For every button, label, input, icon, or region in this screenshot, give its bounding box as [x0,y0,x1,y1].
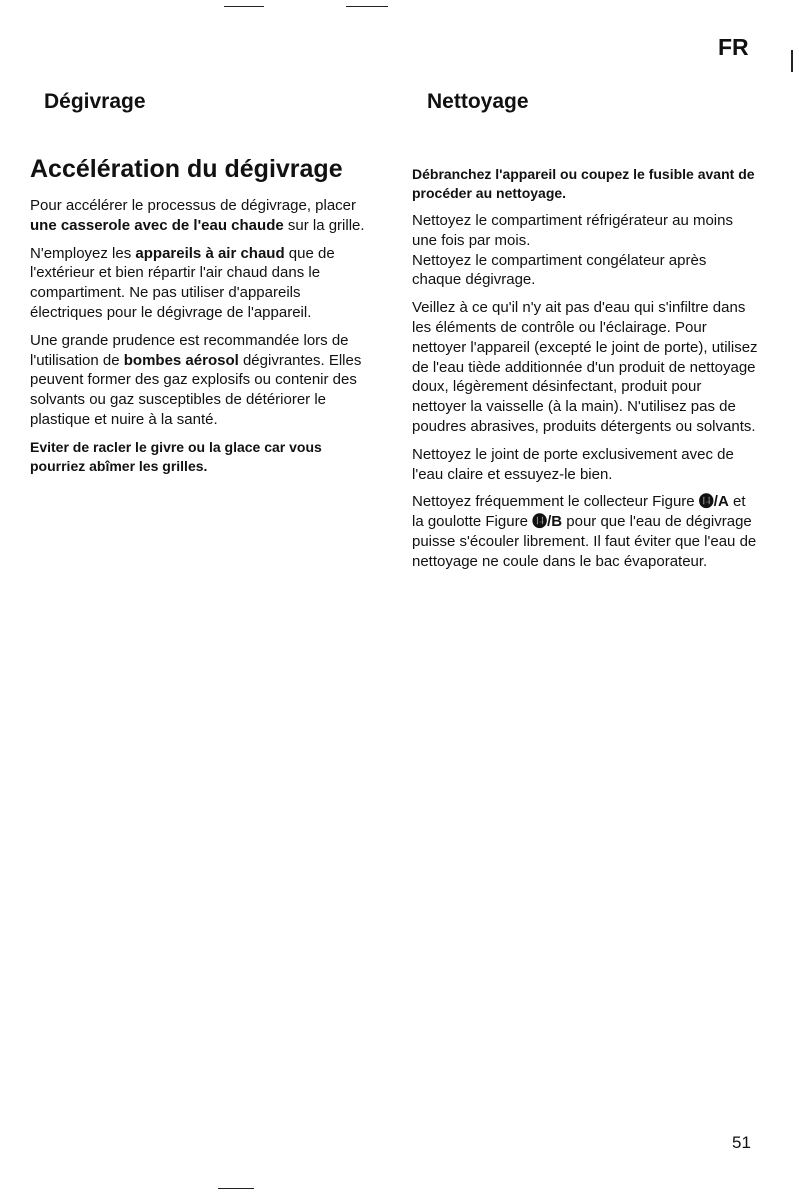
emphasis: appareils à air chaud [135,244,285,262]
paragraph-freezer: Nettoyez le compartiment congélateur après chaque dégivrage. [412,251,707,289]
text: N'employez les [30,244,136,262]
paragraph-unplug-warning: Débranchez l'appareil ou coupez le fusible avant de procéder au nettoyage. [412,166,755,201]
text: pour que l'eau de dégivrage puisse s'écouler librement. Il faut éviter que l'eau de nettoyage ne coule dans le bac évaporateur. [412,513,757,570]
paragraph-aerosol [30,331,375,430]
figure-ref-b: ⓮/B [532,513,563,531]
emphasis: une casserole avec de l'eau chaude [30,216,284,234]
text: dégivrantes. Elles peuvent former des gaz explosifs ou contenir des solvants ou gaz susceptibles de détériorer le plastique et nuire à la santé. [30,351,362,428]
emphasis: bombes aérosol [123,351,239,369]
bottom-rule [218,1188,254,1189]
text: Pour accélérer le processus de dégivrage, placer [30,197,357,214]
top-rule-2 [346,6,388,7]
right-column [412,165,758,580]
top-rule-1 [224,6,264,7]
left-column [30,196,375,484]
paragraph-accelerate [30,196,375,236]
text: Nettoyez fréquemment le collecteur Figure [412,493,699,511]
text: que de l'extérieur et bien répartir l'air chaud dans le compartiment. Ne pas utiliser d'appareils électriques pour le dégivrage de l'appareil. [30,244,335,321]
paragraph-hot-air [30,244,375,323]
section-title-nettoyage: Nettoyage [427,90,529,113]
figure-ref-a: ⓮/A [698,493,729,511]
paragraph-collector [412,492,758,571]
page-number: 51 [732,1133,751,1152]
paragraph-scrape-warning: Eviter de racler le givre ou la glace car vous pourriez abîmer les grilles. [30,438,322,474]
paragraph-fridge-monthly: Nettoyez le compartiment réfrigérateur au moins une fois par mois. [412,212,733,249]
page-heading: Accélération du dégivrage [30,155,343,183]
text: et la goulotte Figure [412,493,746,531]
text: sur la grille. [283,216,365,234]
paragraph-door-seal: Nettoyez le joint de porte exclusivement avec de l'eau claire et essuyez-le bien. [412,445,734,483]
paragraph-water-warning: Veillez à ce qu'il n'y ait pas d'eau qui s'infiltre dans les éléments de contrôle ou l'éclairage. Pour nettoyer l'appareil (excepté le joint de porte), utilisez de l'eau tiède additionnée d'un produit de nettoyage doux, légèrement désinfectant, produit pour nettoyer la vaisselle (à la main). N'utilisez pas de poudres abrasives, produits détergents ou solvants. [412,299,758,435]
margin-mark [791,50,793,72]
text: Une grande prudence est recommandée lors de l'utilisation de [30,331,349,369]
language-code: FR [718,34,749,60]
section-title-degivrage: Dégivrage [44,90,146,113]
